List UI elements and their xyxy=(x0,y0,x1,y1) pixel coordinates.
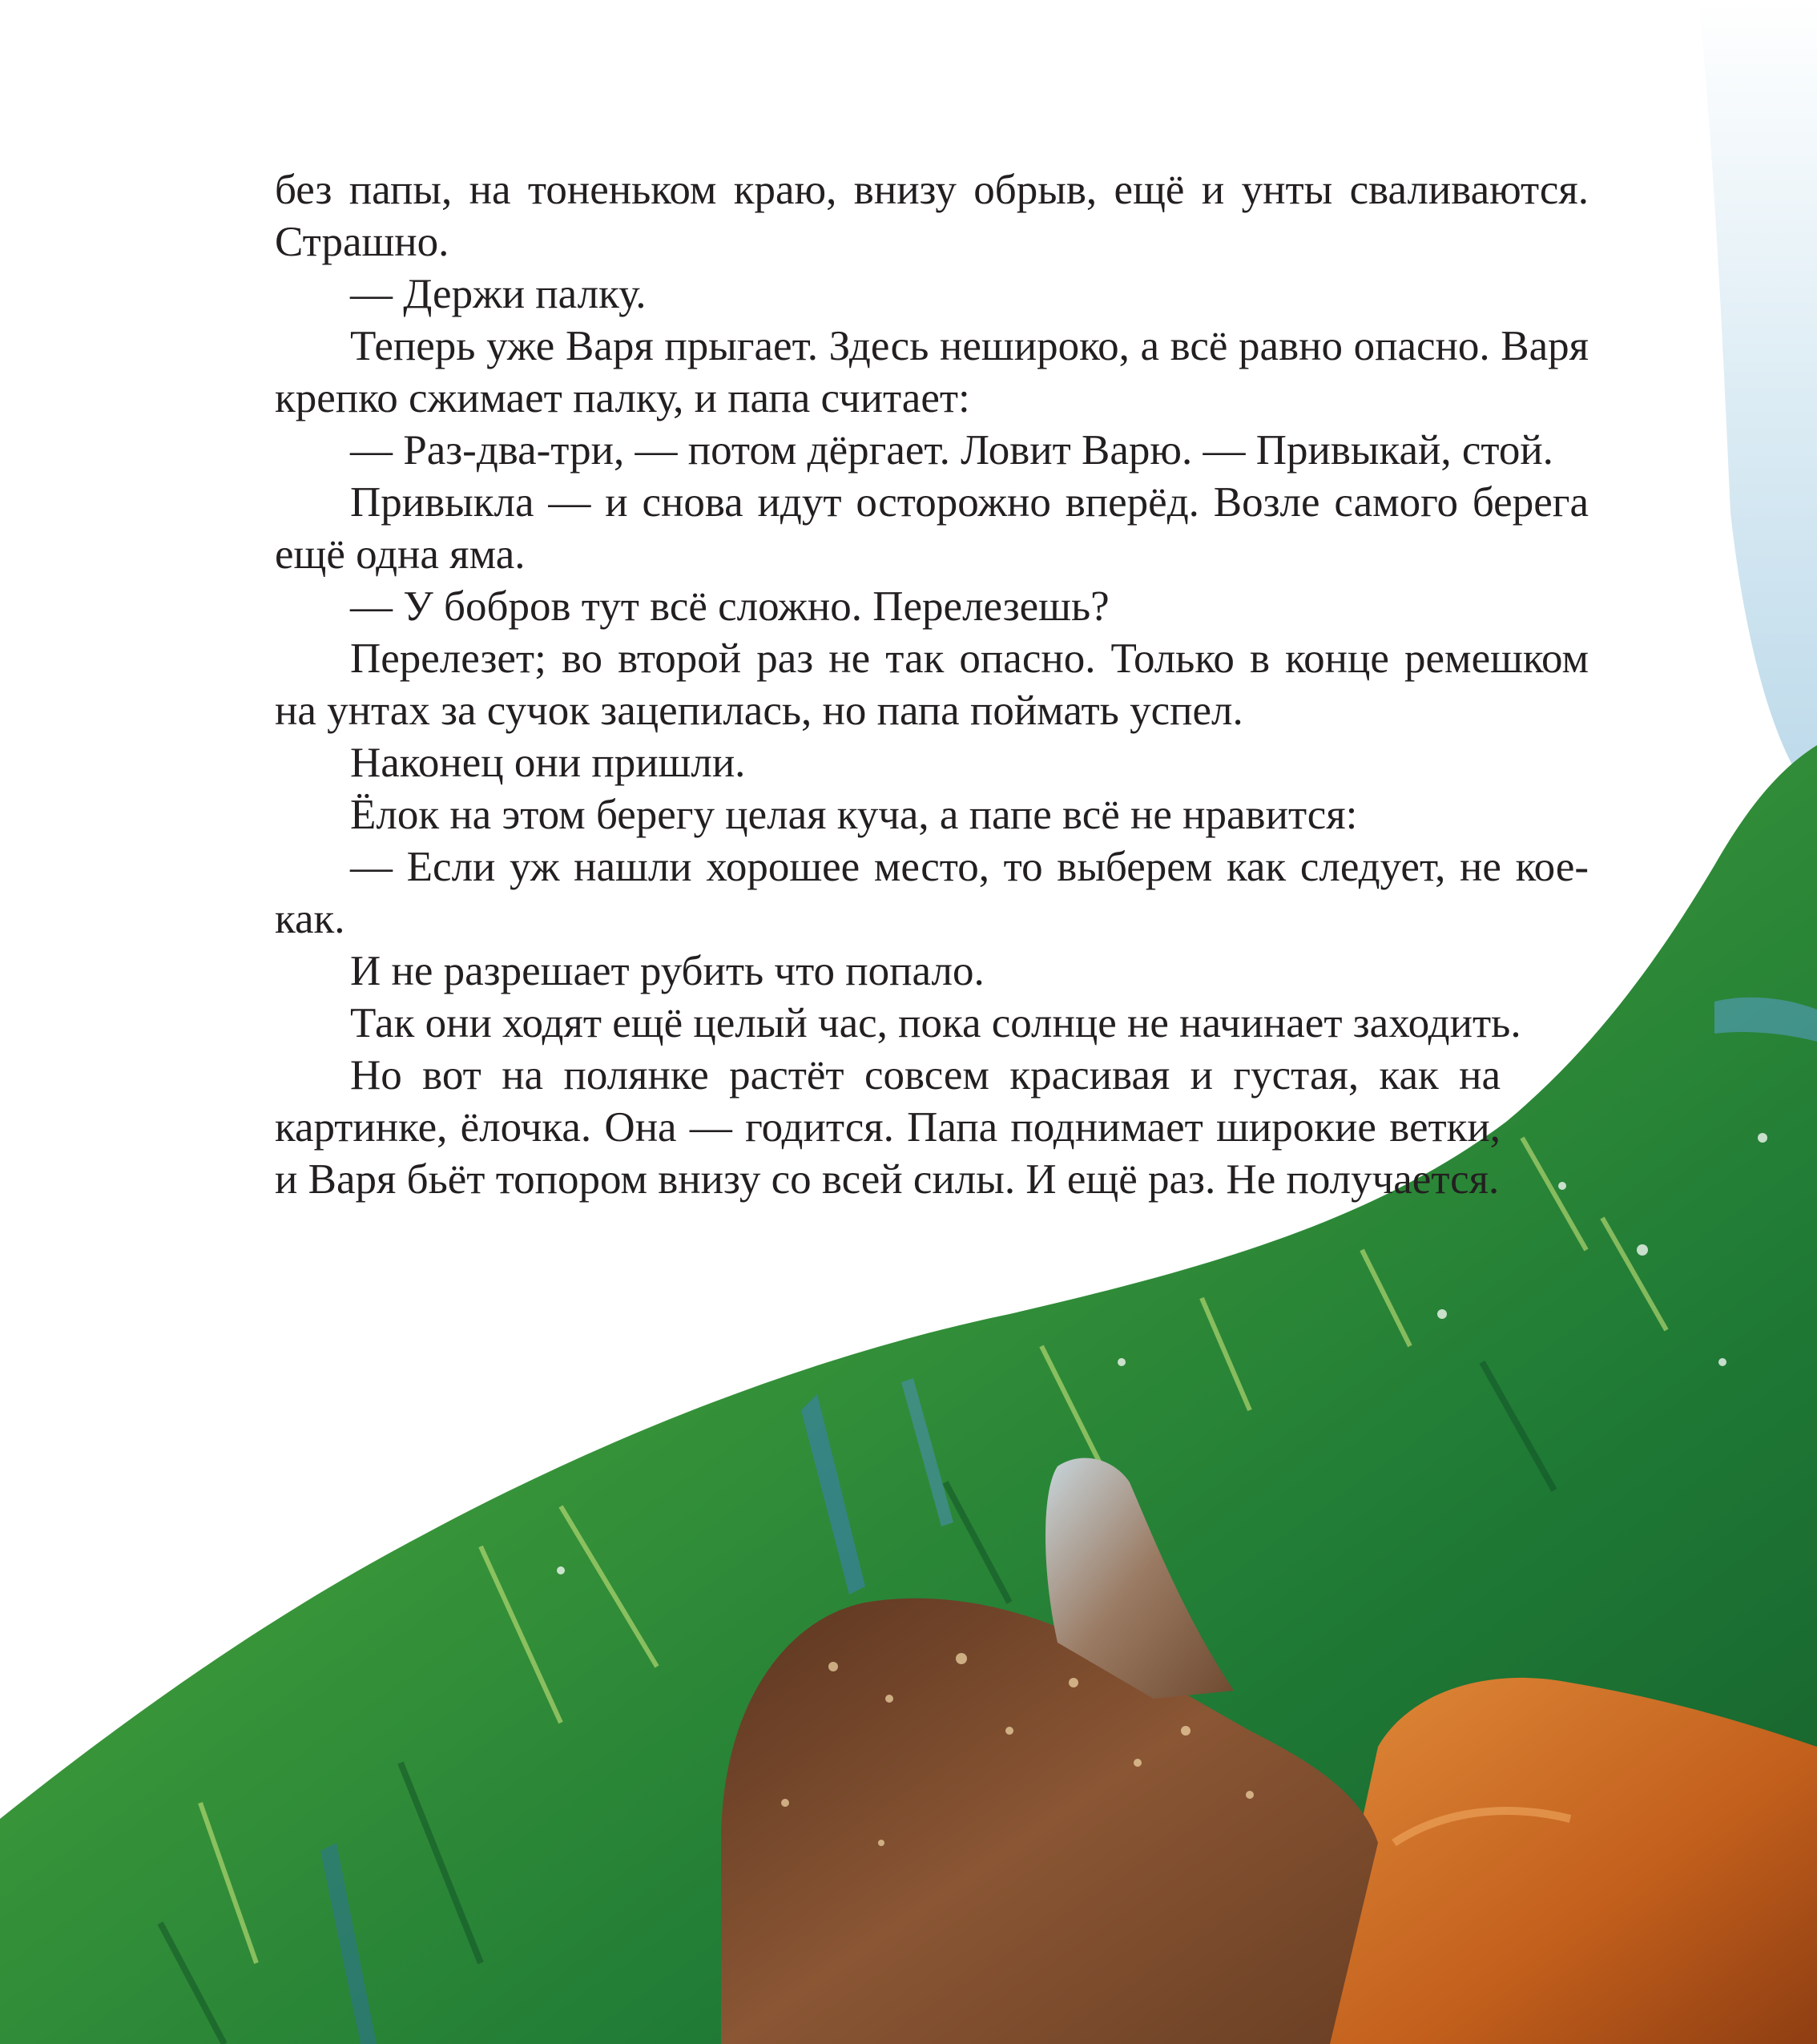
paragraph: — У бобров тут всё сложно. Перелезешь? xyxy=(350,583,1110,630)
paragraph: без папы, на тоненьком краю, внизу обрыв, ещё и унты сваливаются. Страшно. xyxy=(275,167,1589,265)
paragraph: И не разрешает рубить что попало. xyxy=(350,948,985,994)
paragraph: Ёлок на этом берегу целая куча, а папе всё не нравится: xyxy=(350,792,1358,838)
paragraph: Но вот на полянке растёт совсем красивая и густая, как на картинке, ёлочка. Она — годится. Папа поднимает широкие ветки, и Варя бьёт топором внизу со всей силы. И ещё раз. Не получается. xyxy=(275,1052,1501,1203)
paragraph: Привыкла — и снова идут осторожно вперёд. Возле самого берега ещё одна яма. xyxy=(275,479,1589,578)
paragraph: — Если уж нашли хорошее место, то выберем как следует, не кое-как. xyxy=(275,844,1589,942)
paragraph: Теперь уже Варя прыгает. Здесь нешироко, а всё равно опасно. Варя крепко сжимает палку, и папа считает: xyxy=(275,323,1589,421)
paragraph: Перелезет; во второй раз не так опасно. Только в конце ремешком на унтах за сучок зацепилась, но папа поймать успел. xyxy=(275,635,1589,734)
paragraph: — Держи палку. xyxy=(350,271,647,317)
paragraph: Наконец они пришли. xyxy=(350,740,746,786)
paragraph: — Раз-два-три, — потом дёргает. Ловит Варю. — Привыкай, стой. xyxy=(350,427,1553,474)
paragraph: Так они ходят ещё целый час, пока солнце не начинает заходить. xyxy=(350,1000,1521,1046)
orange-sleeve xyxy=(1314,1678,1817,2044)
story-text xyxy=(275,164,1589,1206)
sky-wash xyxy=(1698,0,1817,801)
